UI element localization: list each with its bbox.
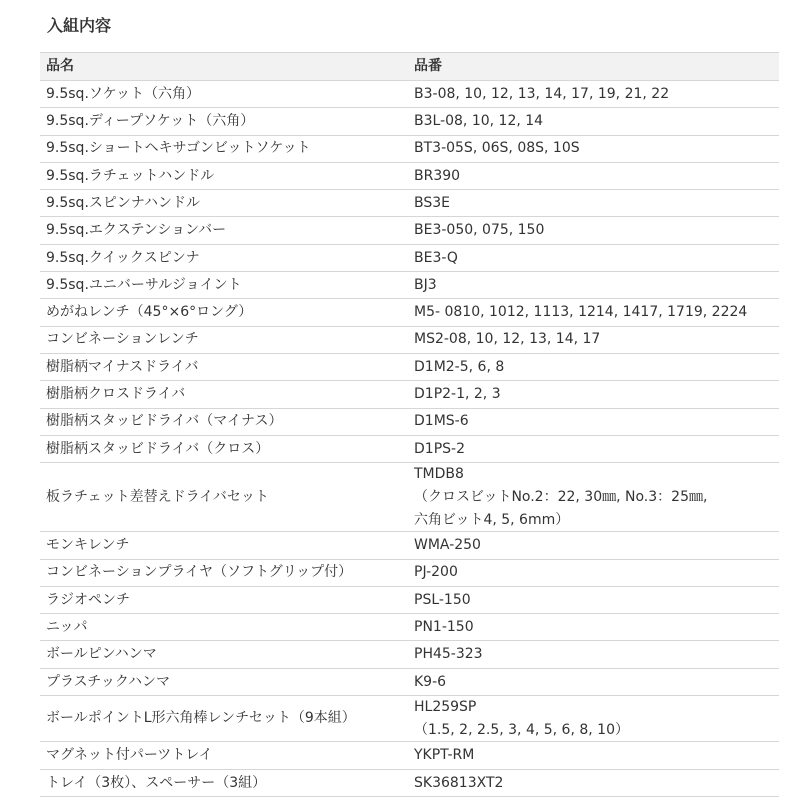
- table-header-row: [40, 53, 779, 81]
- part-number-line: 六角ビット4, 5, 6mm）: [414, 511, 570, 528]
- product-name-cell: 9.5sq.ラチェットハンドル: [40, 162, 409, 189]
- part-number-line: D1PS-2: [414, 440, 465, 457]
- product-name-cell: 9.5sq.ディープソケット（六角）: [40, 108, 409, 135]
- table-row: [40, 408, 779, 435]
- part-number-cell: [409, 108, 779, 135]
- part-number-line: B3-08, 10, 12, 13, 14, 17, 19, 21, 22: [414, 85, 670, 102]
- table-row: [40, 532, 779, 559]
- part-number-cell: [409, 668, 779, 695]
- part-number-cell: [409, 559, 779, 586]
- product-name-cell: ラジオペンチ: [40, 586, 409, 613]
- product-name-cell: モンキレンチ: [40, 532, 409, 559]
- table-row: [40, 381, 779, 408]
- section-title: 入組内容: [47, 16, 112, 35]
- part-number-cell: [409, 769, 779, 796]
- table-row: [40, 244, 779, 271]
- part-number-line: HL259SP: [414, 699, 477, 716]
- product-name-cell: 9.5sq.スピンナハンドル: [40, 190, 409, 217]
- table-row: [40, 463, 779, 532]
- part-number-line: BJ3: [414, 276, 437, 293]
- table-row: [40, 81, 779, 108]
- column-header-name: 品名: [40, 53, 409, 81]
- table-row: [40, 769, 779, 796]
- table-row: [40, 696, 779, 742]
- part-number-line: BE3-Q: [414, 249, 458, 266]
- part-number-line: D1MS-6: [414, 413, 469, 430]
- product-name-cell: 9.5sq.ユニバーサルジョイント: [40, 272, 409, 299]
- part-number-cell: [409, 408, 779, 435]
- part-number-line: BE3-050, 075, 150: [414, 222, 545, 239]
- part-number-cell: [409, 162, 779, 189]
- product-name-cell: 樹脂柄スタッビドライバ（クロス）: [40, 435, 409, 462]
- table-row: [40, 559, 779, 586]
- part-number-cell: [409, 81, 779, 108]
- product-name-cell: 樹脂柄マイナスドライバ: [40, 353, 409, 380]
- product-name-cell: プラスチックハンマ: [40, 668, 409, 695]
- product-name-cell: 板ラチェット差替えドライバセット: [40, 463, 409, 532]
- part-number-line: MS2-08, 10, 12, 13, 14, 17: [414, 331, 601, 348]
- table-row: [40, 135, 779, 162]
- part-number-line: BR390: [414, 167, 461, 184]
- product-name-cell: 9.5sq.ソケット（六角）: [40, 81, 409, 108]
- part-number-cell: [409, 381, 779, 408]
- table-row: [40, 162, 779, 189]
- part-number-cell: [409, 244, 779, 271]
- table-row: [40, 586, 779, 613]
- part-number-cell: [409, 463, 779, 532]
- part-number-line: YKPT-RM: [414, 747, 475, 764]
- part-number-line: TMDB8: [414, 466, 464, 483]
- product-name-cell: コンビネーションプライヤ（ソフトグリップ付）: [40, 559, 409, 586]
- part-number-line: PN1-150: [414, 618, 474, 635]
- part-number-cell: [409, 190, 779, 217]
- table-body: [40, 81, 779, 797]
- table-row: [40, 299, 779, 326]
- table-row: [40, 108, 779, 135]
- part-number-cell: [409, 742, 779, 769]
- part-number-line: （1.5, 2, 2.5, 3, 4, 5, 6, 8, 10）: [414, 721, 629, 738]
- product-name-cell: マグネット付パーツトレイ: [40, 742, 409, 769]
- part-number-line: SK36813XT2: [414, 774, 504, 791]
- product-name-cell: 9.5sq.ショートヘキサゴンビットソケット: [40, 135, 409, 162]
- table-row: [40, 326, 779, 353]
- part-number-line: PH45-323: [414, 646, 483, 663]
- part-number-cell: [409, 353, 779, 380]
- part-number-cell: [409, 326, 779, 353]
- product-name-cell: 9.5sq.エクステンションバー: [40, 217, 409, 244]
- part-number-line: WMA-250: [414, 537, 481, 554]
- part-number-cell: [409, 272, 779, 299]
- part-number-cell: [409, 641, 779, 668]
- part-number-cell: [409, 135, 779, 162]
- product-name-cell: ボールポイントL形六角棒レンチセット（9本組）: [40, 696, 409, 742]
- product-name-cell: ボールピンハンマ: [40, 641, 409, 668]
- part-number-line: （クロスビットNo.2：22, 30㎜, No.3：25㎜,: [414, 488, 708, 505]
- product-name-cell: めがねレンチ（45°×6°ロング）: [40, 299, 409, 326]
- part-number-line: BT3-05S, 06S, 08S, 10S: [414, 140, 580, 157]
- part-number-cell: [409, 532, 779, 559]
- column-header-part: 品番: [409, 53, 779, 81]
- table-row: [40, 614, 779, 641]
- product-name-cell: トレイ（3枚）、スペーサー（3組）: [40, 769, 409, 796]
- product-name-cell: 樹脂柄スタッビドライバ（マイナス）: [40, 408, 409, 435]
- table-row: [40, 668, 779, 695]
- product-name-cell: コンビネーションレンチ: [40, 326, 409, 353]
- part-number-cell: [409, 614, 779, 641]
- table-row: [40, 742, 779, 769]
- part-number-cell: [409, 586, 779, 613]
- part-number-line: B3L-08, 10, 12, 14: [414, 113, 544, 130]
- contents-table: [40, 52, 779, 797]
- part-number-line: M5- 0810, 1012, 1113, 1214, 1417, 1719, 2224: [414, 304, 748, 321]
- part-number-line: PJ-200: [414, 564, 458, 581]
- part-number-line: K9-6: [414, 673, 447, 690]
- table-row: [40, 353, 779, 380]
- product-name-cell: 樹脂柄クロスドライバ: [40, 381, 409, 408]
- part-number-cell: [409, 217, 779, 244]
- part-number-cell: [409, 696, 779, 742]
- part-number-line: D1M2-5, 6, 8: [414, 358, 505, 375]
- part-number-cell: [409, 435, 779, 462]
- part-number-cell: [409, 299, 779, 326]
- table-row: [40, 435, 779, 462]
- table-row: [40, 641, 779, 668]
- table-row: [40, 272, 779, 299]
- product-name-cell: ニッパ: [40, 614, 409, 641]
- table-row: [40, 190, 779, 217]
- part-number-line: D1P2-1, 2, 3: [414, 386, 501, 403]
- product-name-cell: 9.5sq.クイックスピンナ: [40, 244, 409, 271]
- table-row: [40, 217, 779, 244]
- part-number-line: PSL-150: [414, 591, 471, 608]
- part-number-line: BS3E: [414, 194, 450, 211]
